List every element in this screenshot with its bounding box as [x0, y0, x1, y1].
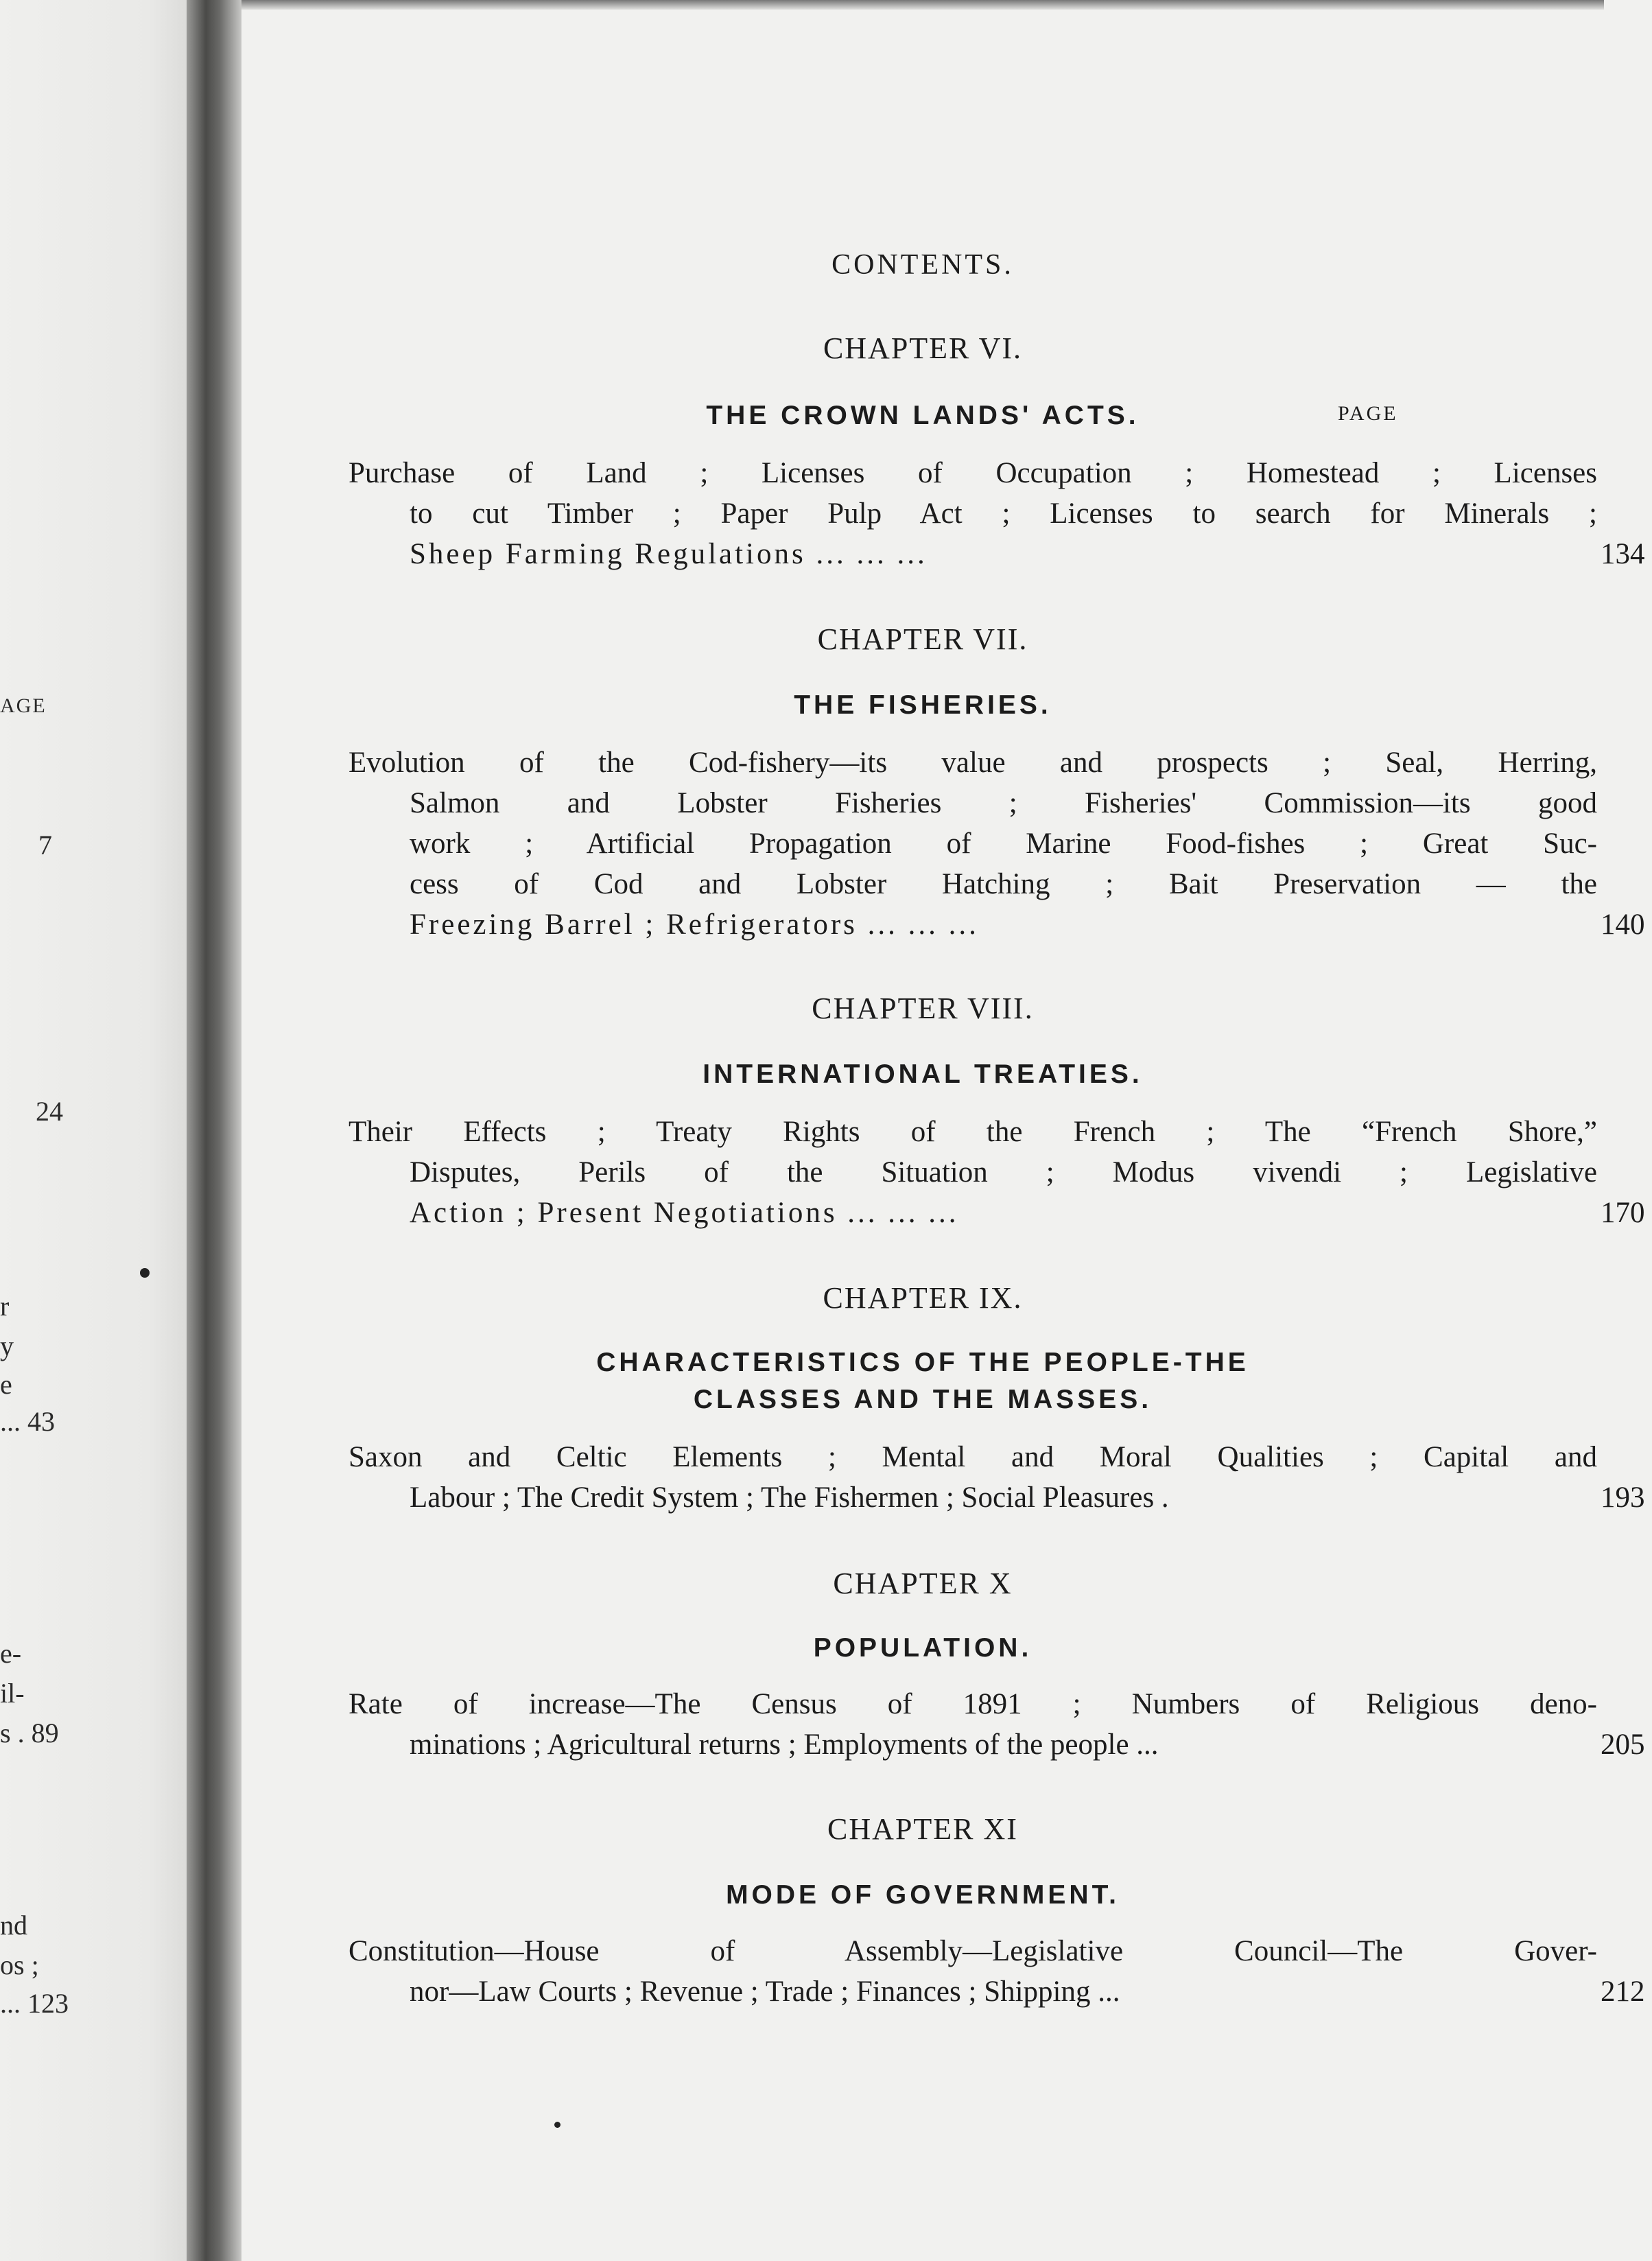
chapter-number: CHAPTER X: [833, 1567, 1013, 1600]
entry-line: Labour ; The Credit System ; The Fishermen ; Social Pleasures .: [410, 1481, 1169, 1514]
chapter-title: THE CROWN LANDS' ACTS.: [706, 401, 1140, 430]
chapter-number: CHAPTER VIII.: [812, 992, 1034, 1025]
book-gutter: [187, 0, 241, 2261]
page-number: 212: [1601, 1976, 1645, 2008]
page-column-label: PAGE: [1338, 402, 1398, 425]
chapter-number: CHAPTER VI.: [823, 331, 1023, 365]
left-page-fragment: y: [0, 1331, 14, 1361]
chapter-entry: [349, 1437, 1652, 1518]
ink-speck: [140, 1268, 150, 1278]
entry-line: Freezing Barrel ; Refrigerators ... ... ...: [410, 909, 979, 941]
left-page-fragment: AGE: [0, 694, 47, 717]
ink-speck: [554, 2122, 560, 2128]
chapter-number: CHAPTER IX.: [823, 1281, 1023, 1315]
entry-line: work ; Artificial Propagation of Marine Food-fishes ; Great Suc-: [410, 828, 1597, 860]
entry-line: Disputes, Perils of the Situation ; Modus vivendi ; Legislative: [410, 1156, 1597, 1188]
chapter-title-line: CHARACTERISTICS OF THE PEOPLE-THE: [596, 1348, 1249, 1377]
left-page-fragment: s . 89: [0, 1718, 59, 1748]
left-page-fragment: ... 43: [0, 1406, 55, 1437]
left-page-fragment: e: [0, 1369, 12, 1400]
entry-line: Purchase of Land ; Licenses of Occupation ; Homestead ; Licenses: [349, 457, 1597, 489]
entry-line: Their Effects ; Treaty Rights of the French ; The “French Shore,”: [349, 1116, 1597, 1148]
left-page-fragment: 24: [36, 1096, 63, 1127]
chapter-title: POPULATION.: [813, 1633, 1032, 1663]
page-number: 193: [1601, 1481, 1645, 1514]
left-page-fragment: 7: [38, 830, 52, 860]
entry-line: Sheep Farming Regulations ... ... ...: [410, 538, 928, 570]
chapter-title: INTERNATIONAL TREATIES.: [703, 1059, 1143, 1089]
chapter-entry: [349, 1931, 1652, 2012]
chapter-title: MODE OF GOVERNMENT.: [726, 1880, 1120, 1910]
entry-line: to cut Timber ; Paper Pulp Act ; Licenses to search for Minerals ;: [410, 497, 1597, 530]
chapter-number: CHAPTER XI: [827, 1812, 1018, 1846]
chapter-title-line: CLASSES AND THE MASSES.: [693, 1385, 1153, 1414]
entry-line: minations ; Agricultural returns ; Employments of the people ...: [410, 1729, 1159, 1761]
page-heading: CONTENTS.: [831, 249, 1014, 281]
left-page-fragment: nd: [0, 1910, 27, 1941]
page-number: 205: [1601, 1729, 1645, 1761]
chapter-entry: [349, 742, 1652, 945]
entry-line: cess of Cod and Lobster Hatching ; Bait Preservation — the: [410, 868, 1597, 900]
entry-line: Salmon and Lobster Fisheries ; Fisheries' Commission—its good: [410, 787, 1597, 819]
entry-line: Evolution of the Cod-fishery—its value and prospects ; Seal, Herring,: [349, 747, 1597, 779]
left-page-fragment: ... 123: [0, 1988, 69, 2019]
entry-line: nor—Law Courts ; Revenue ; Trade ; Finances ; Shipping ...: [410, 1976, 1120, 2008]
entry-line: Saxon and Celtic Elements ; Mental and Moral Qualities ; Capital and: [349, 1441, 1597, 1473]
entry-line: Constitution—House of Assembly—Legislative Council—The Gover-: [349, 1935, 1597, 1967]
chapter-entry: [349, 453, 1652, 574]
chapter-entry: [349, 1684, 1652, 1765]
page-number: 134: [1601, 538, 1645, 570]
entry-line: Action ; Present Negotiations ... ... ...: [410, 1197, 959, 1229]
facing-page: [0, 0, 187, 2261]
left-page-fragment: e-: [0, 1638, 22, 1669]
chapter-entry: [349, 1112, 1652, 1233]
chapter-number: CHAPTER VII.: [817, 622, 1028, 656]
left-page-fragment: os ;: [0, 1949, 39, 1980]
page-number: 140: [1601, 909, 1645, 941]
entry-line: Rate of increase—The Census of 1891 ; Numbers of Religious deno-: [349, 1688, 1597, 1720]
chapter-title: THE FISHERIES.: [794, 690, 1052, 720]
contents-page: [241, 0, 1645, 2261]
left-page-fragment: r: [0, 1291, 10, 1322]
page-number: 170: [1601, 1197, 1645, 1229]
left-page-fragment: il-: [0, 1678, 25, 1709]
